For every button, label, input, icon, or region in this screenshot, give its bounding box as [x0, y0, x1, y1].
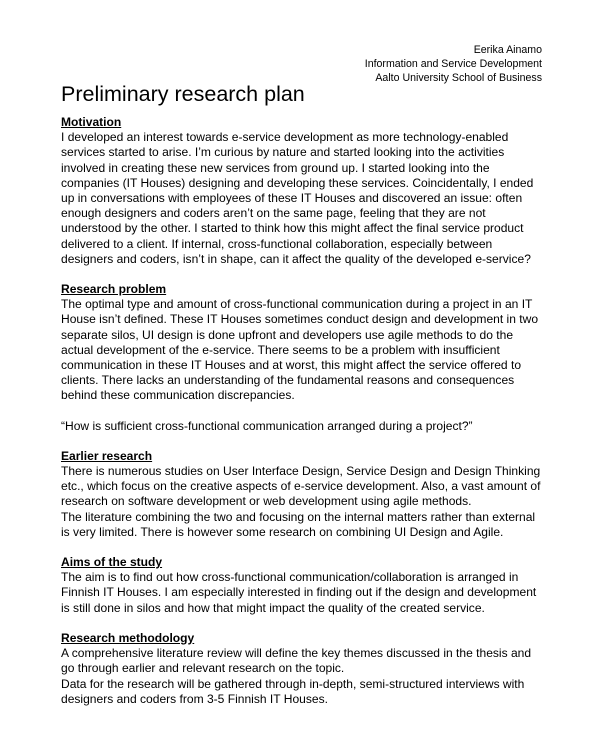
paragraph-line: etc., which focus on the creative aspects of e-service development. Also, a vast amount of [61, 479, 541, 494]
paragraph-line: The literature combining the two and focusing on the internal matters rather than external [61, 509, 536, 524]
paragraph-line: actual development of the e-service. There seems to be a problem with insufficient [61, 342, 500, 357]
paragraph-line: services started to arise. I’m curious by nature and started looking into the activities [61, 145, 505, 160]
paragraph-line: designers and coders, isn’t in shape, can it affect the quality of the developed e-service? [61, 251, 531, 266]
section-earlier-research [61, 449, 551, 540]
paragraph-line: enough designers and coders aren’t on the same page, feeling that they are not [61, 206, 486, 221]
section-heading: Aims of the study [61, 555, 163, 570]
section-motivation [61, 115, 551, 267]
paragraph-line: involved in creating these new services from ground up. I started looking into the [61, 160, 490, 175]
section-heading: Earlier research [61, 448, 153, 463]
document-title: Preliminary research plan [61, 82, 305, 106]
paragraph-line: go through earlier and relevant research on the topic. [61, 661, 345, 676]
section-heading: Motivation [61, 115, 122, 129]
paragraph-line: clients. There lacks an understanding of the fundamental reasons and consequences [61, 373, 515, 388]
paragraph-line: communication in these IT Houses and at worst, this might affect the service offered to [61, 358, 522, 373]
paragraph-line: understood by the other. I started to think how this might affect the final service product [61, 221, 524, 236]
section-aims-of-the-study [61, 555, 551, 616]
author-block [365, 43, 542, 85]
section-heading: Research problem [61, 282, 167, 297]
paragraph-line: separate silos, UI design is done upfront and developers use agile methods to do the [61, 327, 514, 342]
paragraph-line: behind these communication discrepancies. [61, 388, 295, 403]
paragraph-line: research on software development or web development using agile methods. [61, 494, 472, 509]
paragraph-line: companies (IT Houses) designing and developing these services. Coincidentally, I ended [61, 175, 534, 190]
author-department: Information and Service Development [364, 58, 542, 70]
paragraph-line: up in conversations with employees of these IT Houses and discovered an issue: often [61, 191, 523, 206]
paragraph-line: A comprehensive literature review will define the key themes discussed in the thesis and [61, 646, 532, 661]
paragraph-line: Finnish IT Houses. I am especially interested in finding out if the design and development [61, 585, 537, 600]
paragraph-line: There is numerous studies on User Interface Design, Service Design and Design Thinking [61, 464, 541, 479]
paragraph-line: delivered to a client. If internal, cross-functional collaboration, especially between [61, 236, 493, 251]
paragraph-line: The optimal type and amount of cross-functional communication during a project in an IT [61, 297, 533, 312]
author-name: Eerika Ainamo [473, 44, 542, 56]
paragraph-line: is still done in silos and how that might impact the quality of the created service. [61, 600, 485, 615]
paragraph-line: House isn’t defined. These IT Houses sometimes conduct design and development in two [61, 312, 539, 327]
section-heading: Research methodology [61, 630, 195, 645]
paragraph-line: is very limited. There is however some research on combining UI Design and Agile. [61, 524, 504, 539]
research-question: “How is sufficient cross-functional communication arranged during a project?” [61, 418, 473, 433]
paragraph-line: designers and coders from 3-5 Finnish IT Houses. [61, 691, 328, 706]
paragraph-line: The aim is to find out how cross-functional communication/collaboration is arranged in [61, 570, 519, 585]
section-research-problem [61, 282, 551, 404]
section-research-methodology [61, 631, 551, 707]
document-body [61, 115, 551, 722]
paragraph-line: Data for the research will be gathered through in-depth, semi-structured interviews with [61, 676, 525, 691]
paragraph-line: I developed an interest towards e-service development as more technology-enabled [61, 130, 509, 145]
author-school: Aalto University School of Business [375, 72, 542, 84]
